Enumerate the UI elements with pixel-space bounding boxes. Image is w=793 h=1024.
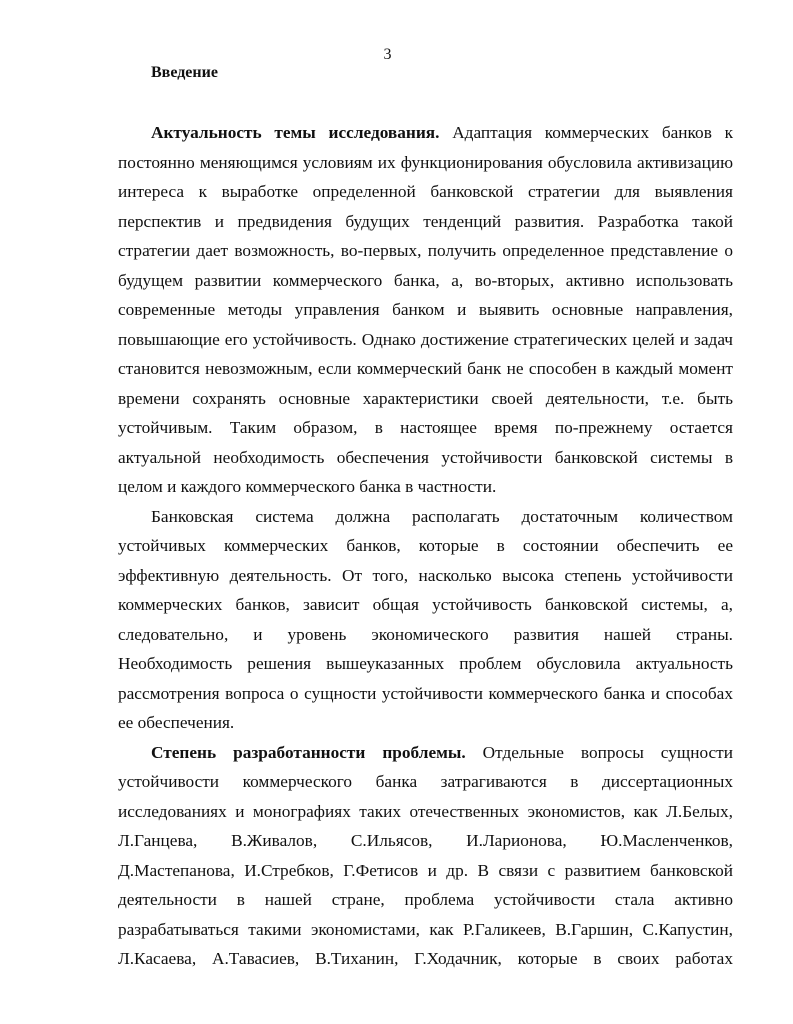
- text-line: Степень разработанности проблемы. Отдельные вопросы сущности: [151, 742, 733, 762]
- paragraph-banking-system: [118, 502, 733, 738]
- text-line: устойчивых коммерческих банков, которые в состоянии обеспечить ее: [118, 536, 733, 555]
- text-line: становится невозможным, если коммерческий банк не способен в каждый момент: [118, 359, 733, 378]
- text-line: Л.Ганцева, В.Живалов, С.Ильясов, И.Ларионова, Ю.Масленченков,: [118, 831, 733, 850]
- text-line: эффективную деятельность. От того, насколько высока степень устойчивости: [118, 565, 733, 585]
- text-line: устойчивым. Таким образом, в настоящее время по-прежнему остается: [118, 418, 733, 437]
- text-line: Актуальность темы исследования. Адаптация коммерческих банков к: [151, 123, 733, 142]
- section-heading: Введение: [151, 64, 218, 81]
- text-line: коммерческих банков, зависит общая устойчивость банковской системы, а,: [118, 595, 733, 614]
- text-line: будущем развитии коммерческого банка, а, во-вторых, активно использовать: [118, 270, 733, 290]
- text-line: рассмотрения вопроса о сущности устойчивости коммерческого банка и способах: [118, 683, 733, 703]
- text-line: современные методы управления банком и выявить основные направления,: [118, 300, 733, 319]
- text-line: исследованиях и монографиях таких отечественных экономистов, как Л.Белых,: [118, 801, 733, 821]
- text-line: Л.Касаева, А.Тавасиев, В.Тиханин, Г.Ходачник, которые в своих работах: [118, 949, 733, 968]
- paragraph-relevance: [118, 118, 733, 502]
- text-line: деятельности в нашей стране, проблема устойчивости стала активно: [118, 890, 733, 909]
- paragraph-lead: Степень разработанности проблемы.: [151, 742, 466, 762]
- paragraph-lead: Актуальность темы исследования.: [151, 123, 440, 142]
- document-body: [118, 118, 733, 974]
- text-line: ее обеспечения.: [118, 713, 235, 732]
- text-line: Необходимость решения вышеуказанных проблем обусловила актуальность: [118, 654, 733, 673]
- text-line: постоянно меняющимся условиям их функционирования обусловила активизацию: [118, 152, 733, 172]
- text-line: целом и каждого коммерческого банка в частности.: [118, 477, 497, 496]
- paragraph-research-degree: [118, 738, 733, 974]
- text-line: следовательно, и уровень экономического развития нашей страны.: [118, 624, 733, 644]
- text-line: Банковская система должна располагать достаточным количеством: [151, 506, 733, 526]
- text-line: актуальной необходимость обеспечения устойчивости банковской системы в: [118, 447, 733, 467]
- page-number: 3: [383, 46, 392, 63]
- text-line: Д.Мастепанова, И.Стребков, Г.Фетисов и др. В связи с развитием банковской: [118, 860, 733, 880]
- text-line: повышающие его устойчивость. Однако достижение стратегических целей и задач: [118, 329, 733, 349]
- text-line: времени сохранять основные характеристики своей деятельности, т.е. быть: [118, 388, 733, 408]
- text-line: перспектив и предвидения будущих тенденций развития. Разработка такой: [118, 211, 733, 231]
- text-line: разрабатываться такими экономистами, как Р.Галикеев, В.Гаршин, С.Капустин,: [118, 919, 733, 939]
- text-line: интереса к выработке определенной банковской стратегии для выявления: [118, 182, 733, 201]
- text-line: устойчивости коммерческого банка затрагиваются в диссертационных: [118, 772, 733, 791]
- text-line: стратегии дает возможность, во-первых, получить определенное представление о: [118, 241, 733, 260]
